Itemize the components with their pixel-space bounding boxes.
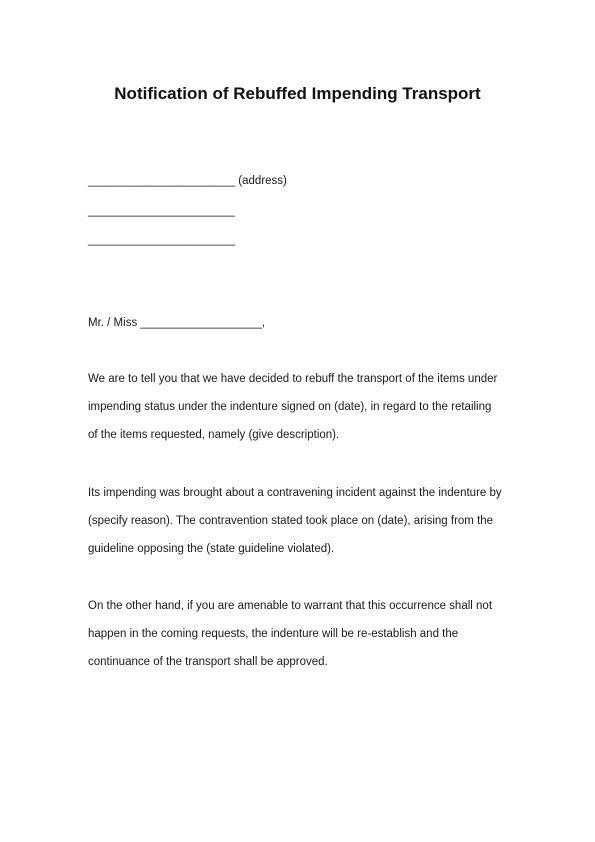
address-line-1: _______________________ (address) <box>88 175 287 187</box>
document-title: Notification of Rebuffed Impending Transport <box>114 84 481 103</box>
salutation: Mr. / Miss ___________________, <box>88 317 266 329</box>
paragraph-1 <box>88 372 518 456</box>
paragraph-line: Its impending was brought about a contravening incident against the indenture by <box>88 487 502 499</box>
paragraph-line: continuance of the transport shall be approved. <box>88 656 328 668</box>
paragraph-line: impending status under the indenture signed on (date), in regard to the retailing <box>88 401 492 413</box>
paragraph-line: happen in the coming requests, the indenture will be re-establish and the <box>88 628 459 640</box>
paragraph-line: guideline opposing the (state guideline violated). <box>88 543 335 555</box>
paragraph-3 <box>88 599 518 683</box>
paragraph-line: of the items requested, namely (give description). <box>88 429 340 441</box>
address-line-3: _______________________ <box>88 234 236 246</box>
address-line-2: _______________________ <box>88 205 236 217</box>
paragraph-2 <box>88 486 518 570</box>
paragraph-line: We are to tell you that we have decided to rebuff the transport of the items under <box>88 373 498 385</box>
paragraph-line: On the other hand, if you are amenable to warrant that this occurrence shall not <box>88 600 493 612</box>
paragraph-line: (specify reason). The contravention stated took place on (date), arising from the <box>88 515 494 527</box>
